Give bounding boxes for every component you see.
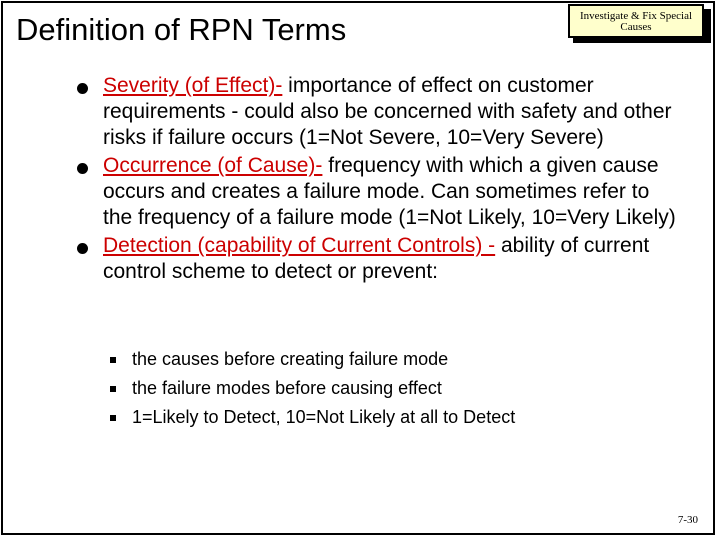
badge-line-2: Causes (620, 21, 652, 33)
sub-bullet-text: the failure modes before causing effect (132, 378, 442, 398)
sub-bullet-text: 1=Likely to Detect, 10=Not Likely at all to Detect (132, 407, 516, 427)
bullet-dot-icon (77, 163, 88, 174)
sub-bullet-text: the causes before creating failure mode (132, 349, 449, 369)
bullet-detection (76, 233, 676, 285)
term-detection: Detection (capability of Current Controls) - (103, 234, 496, 257)
term-occurrence: Occurrence (of Cause)- (103, 154, 323, 177)
sub-bullet-list (110, 345, 670, 432)
bullet-dot-icon (77, 83, 88, 94)
square-bullet-icon (110, 357, 116, 363)
definition-detection: ability of current control scheme to detect or prevent: (103, 234, 650, 283)
page-number: 7-30 (677, 514, 698, 526)
bullet-occurrence (76, 153, 676, 231)
slide-title: Definition of RPN Terms (16, 12, 347, 47)
sub-bullet-failure-modes (110, 374, 670, 403)
definition-severity: importance of effect on customer requirements - could also be concerned with safety and other risks if failure occurs (1=Not Severe, 10=Very Severe) (103, 74, 672, 149)
square-bullet-icon (110, 415, 116, 421)
sub-bullet-scale (110, 403, 670, 432)
bullet-severity (76, 73, 676, 151)
bullet-dot-icon (77, 243, 88, 254)
square-bullet-icon (110, 386, 116, 392)
term-severity: Severity (of Effect)- (103, 74, 283, 97)
definition-occurrence: frequency with which a given cause occurs and creates a failure mode. Can sometimes refer to the frequency of a failure mode (1=Not Likely, 10=Very Likely) (103, 154, 676, 229)
investigate-badge (568, 4, 704, 38)
sub-bullet-causes (110, 345, 670, 374)
badge-line-1: Investigate & Fix Special (579, 10, 693, 22)
main-bullet-list (76, 73, 676, 287)
